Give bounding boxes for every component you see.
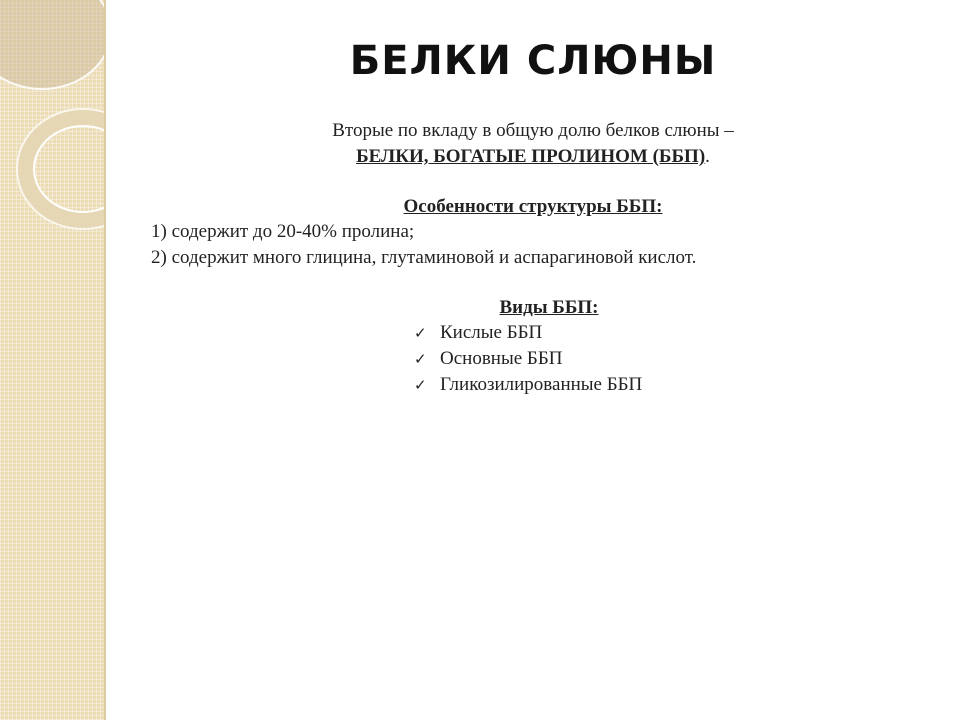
types-list-item	[414, 346, 642, 372]
types-list-item	[414, 372, 642, 398]
types-list	[414, 320, 642, 398]
intro-suffix: .	[705, 146, 710, 167]
types-heading-text: Виды ББП:	[499, 297, 599, 318]
types-list-item-label: Гликозилированные ББП	[440, 374, 643, 395]
intro-highlight-line	[106, 144, 960, 170]
types-list-item-label: Основные ББП	[440, 348, 563, 369]
features-list-item: 1) содержит до 20-40% пролина;	[151, 221, 415, 242]
intro-highlight: БЕЛКИ, БОГАТЫЕ ПРОЛИНОМ (ББП)	[356, 146, 706, 167]
intro-paragraph	[106, 118, 960, 170]
intro-line: Вторые по вкладу в общую долю белков слюны –	[332, 120, 734, 141]
check-icon: ✓	[414, 350, 427, 368]
side-panel-edge	[104, 0, 106, 720]
types-heading	[106, 295, 960, 321]
features-heading	[106, 194, 960, 220]
check-icon: ✓	[414, 376, 427, 394]
decorative-side-panel	[0, 0, 106, 720]
decorative-circle-top	[0, 0, 106, 90]
features-heading-text: Особенности структуры ББП:	[403, 196, 663, 217]
types-list-item-label: Кислые ББП	[440, 322, 543, 343]
features-list-item: 2) содержит много глицина, глутаминовой и аспарагиновой кислот.	[151, 247, 697, 268]
types-list-item	[414, 320, 642, 346]
slide-title: БЕЛКИ СЛЮНЫ	[349, 38, 717, 84]
check-icon: ✓	[414, 324, 427, 342]
features-list	[151, 219, 696, 271]
